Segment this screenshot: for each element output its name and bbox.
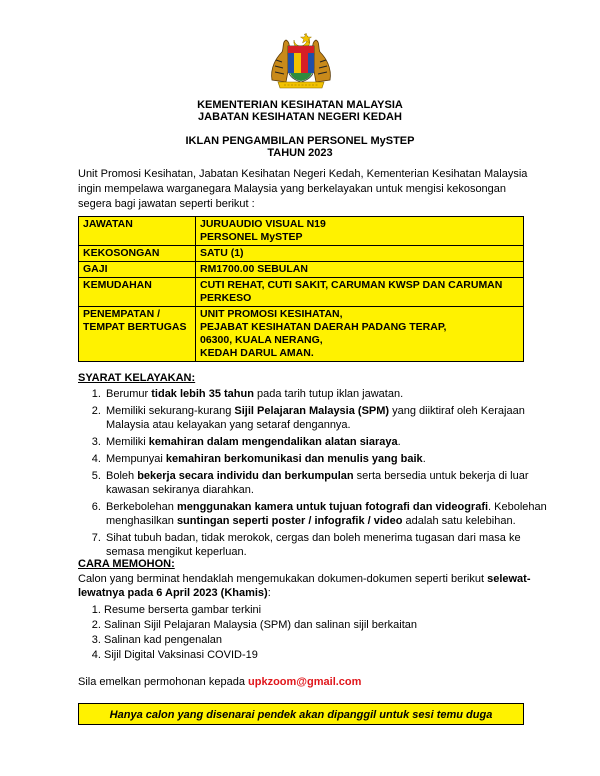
- requirement-text: Memiliki sekurang-kurang: [106, 405, 235, 417]
- requirement-text: Memiliki: [106, 436, 149, 448]
- application-text: Calon yang berminat hendaklah mengemukakan dokumen-dokumen seperti berikut: [78, 573, 488, 585]
- info-value: [196, 246, 524, 262]
- application-instructions: [78, 572, 533, 600]
- info-value-line: PEJABAT KESIHATAN DAERAH PADANG TERAP,: [200, 321, 447, 333]
- email-address[interactable]: upkzoom@gmail.com: [248, 676, 362, 688]
- requirements-title: SYARAT KELAYAKAN:: [78, 372, 196, 384]
- document-item: 2. Salinan Sijil Pelajaran Malaysia (SPM) dan salinan sijil berkaitan: [104, 618, 559, 633]
- ministry-name: KEMENTERIAN KESIHATAN MALAYSIA: [197, 99, 403, 111]
- info-value: [196, 278, 524, 307]
- requirements-list: [78, 387, 559, 562]
- requirement-text: serta bersedia untuk bekerja di luar kawasan sekiranya diarahkan.: [106, 470, 529, 496]
- requirement-text: adalah satu kelebihan.: [402, 515, 516, 527]
- requirement-text: . Kebolehan menghasilkan: [106, 501, 547, 527]
- requirement-emphasis: kemahiran dalam mengendalikan alatan siaraya: [148, 436, 398, 448]
- requirement-item: [104, 387, 559, 401]
- coat-of-arms-logo: [268, 30, 334, 92]
- application-deadline: selewat-lewatnya pada 6 April 2023 (Khamis): [78, 573, 531, 599]
- info-value-line: KEDAH DARUL AMAN.: [200, 347, 314, 359]
- requirement-item: [104, 500, 559, 528]
- requirement-item: [104, 452, 559, 466]
- info-row: [79, 307, 524, 362]
- info-key: JAWATAN: [79, 217, 196, 246]
- info-value-line: CUTI REHAT, CUTI SAKIT, CARUMAN KWSP DAN CARUMAN PERKESO: [200, 279, 503, 304]
- requirement-text: Berkebolehan: [106, 501, 177, 513]
- intro-paragraph: Unit Promosi Kesihatan, Jabatan Kesihatan Negeri Kedah, Kementerian Kesihatan Malaysia ingin mempelawa warganegara Malaysia yang berkelayakan untuk mengisi kekosongan segera bagi jawatan seperti berikut :: [78, 168, 528, 210]
- info-value-line: PERSONEL MySTEP: [200, 231, 303, 243]
- info-row: [79, 246, 524, 262]
- info-value: [196, 217, 524, 246]
- requirement-text: .: [397, 436, 401, 448]
- requirement-emphasis: bekerja secara individu dan berkumpulan: [137, 470, 354, 482]
- info-value-line: 06300, KUALA NERANG,: [200, 334, 323, 346]
- document-item: 3. Salinan kad pengenalan: [104, 633, 559, 648]
- info-key: GAJI: [79, 262, 196, 278]
- requirement-item: [104, 531, 559, 559]
- documents-list: [78, 603, 559, 663]
- requirement-item: [104, 469, 559, 497]
- email-line: [78, 676, 361, 688]
- info-key: PENEMPATAN / TEMPAT BERTUGAS: [79, 307, 196, 362]
- requirement-text: Mempunyai: [106, 453, 166, 465]
- info-row: [79, 262, 524, 278]
- requirement-text: Sihat tubuh badan, tidak merokok, cergas dan boleh menerima tugasan dari masa ke semasa mengikut keperluan.: [106, 532, 521, 558]
- info-row: [79, 217, 524, 246]
- document-item: 4. Sijil Digital Vaksinasi COVID-19: [104, 648, 559, 663]
- info-value-line: SATU (1): [200, 247, 244, 259]
- requirement-emphasis: Sijil Pelajaran Malaysia (SPM): [234, 405, 390, 417]
- info-value-line: JURUAUDIO VISUAL N19: [200, 218, 326, 230]
- requirement-text: yang diiktiraf oleh Kerajaan Malaysia atau kelayakan yang setaraf dengannya.: [106, 405, 525, 431]
- ad-title: IKLAN PENGAMBILAN PERSONEL MySTEP: [185, 135, 415, 147]
- application-text-end: :: [267, 587, 271, 599]
- info-row: [79, 278, 524, 307]
- application-title: CARA MEMOHON:: [78, 558, 175, 570]
- ad-year: TAHUN 2023: [267, 147, 333, 159]
- requirement-emphasis: tidak lebih 35 tahun: [151, 388, 254, 400]
- department-name: JABATAN KESIHATAN NEGERI KEDAH: [198, 111, 402, 123]
- requirement-emphasis: menggunakan kamera untuk tujuan fotografi dan videografi: [176, 501, 489, 513]
- requirement-text: pada tarih tutup iklan jawatan.: [253, 388, 404, 400]
- info-value-line: RM1700.00 SEBULAN: [200, 263, 308, 275]
- shortlist-notice: Hanya calon yang disenarai pendek akan dipanggil untuk sesi temu duga: [78, 703, 524, 725]
- requirement-item: [104, 404, 559, 432]
- email-prefix: Sila emelkan permohonan kepada: [78, 676, 249, 688]
- requirement-text: Boleh: [106, 470, 138, 482]
- requirement-text: Berumur: [106, 388, 152, 400]
- info-value: [196, 262, 524, 278]
- info-key: KEKOSONGAN: [79, 246, 196, 262]
- info-value: [196, 307, 524, 362]
- info-value-line: UNIT PROMOSI KESIHATAN,: [200, 308, 343, 320]
- document-item: 1. Resume berserta gambar terkini: [104, 603, 559, 618]
- requirement-emphasis: kemahiran berkomunikasi dan menulis yang baik: [165, 453, 423, 465]
- position-info-table: [78, 216, 524, 362]
- info-key: KEMUDAHAN: [79, 278, 196, 307]
- requirement-emphasis: suntingan seperti poster / infografik / video: [176, 515, 403, 527]
- requirement-text: .: [422, 453, 426, 465]
- requirement-item: [104, 435, 559, 449]
